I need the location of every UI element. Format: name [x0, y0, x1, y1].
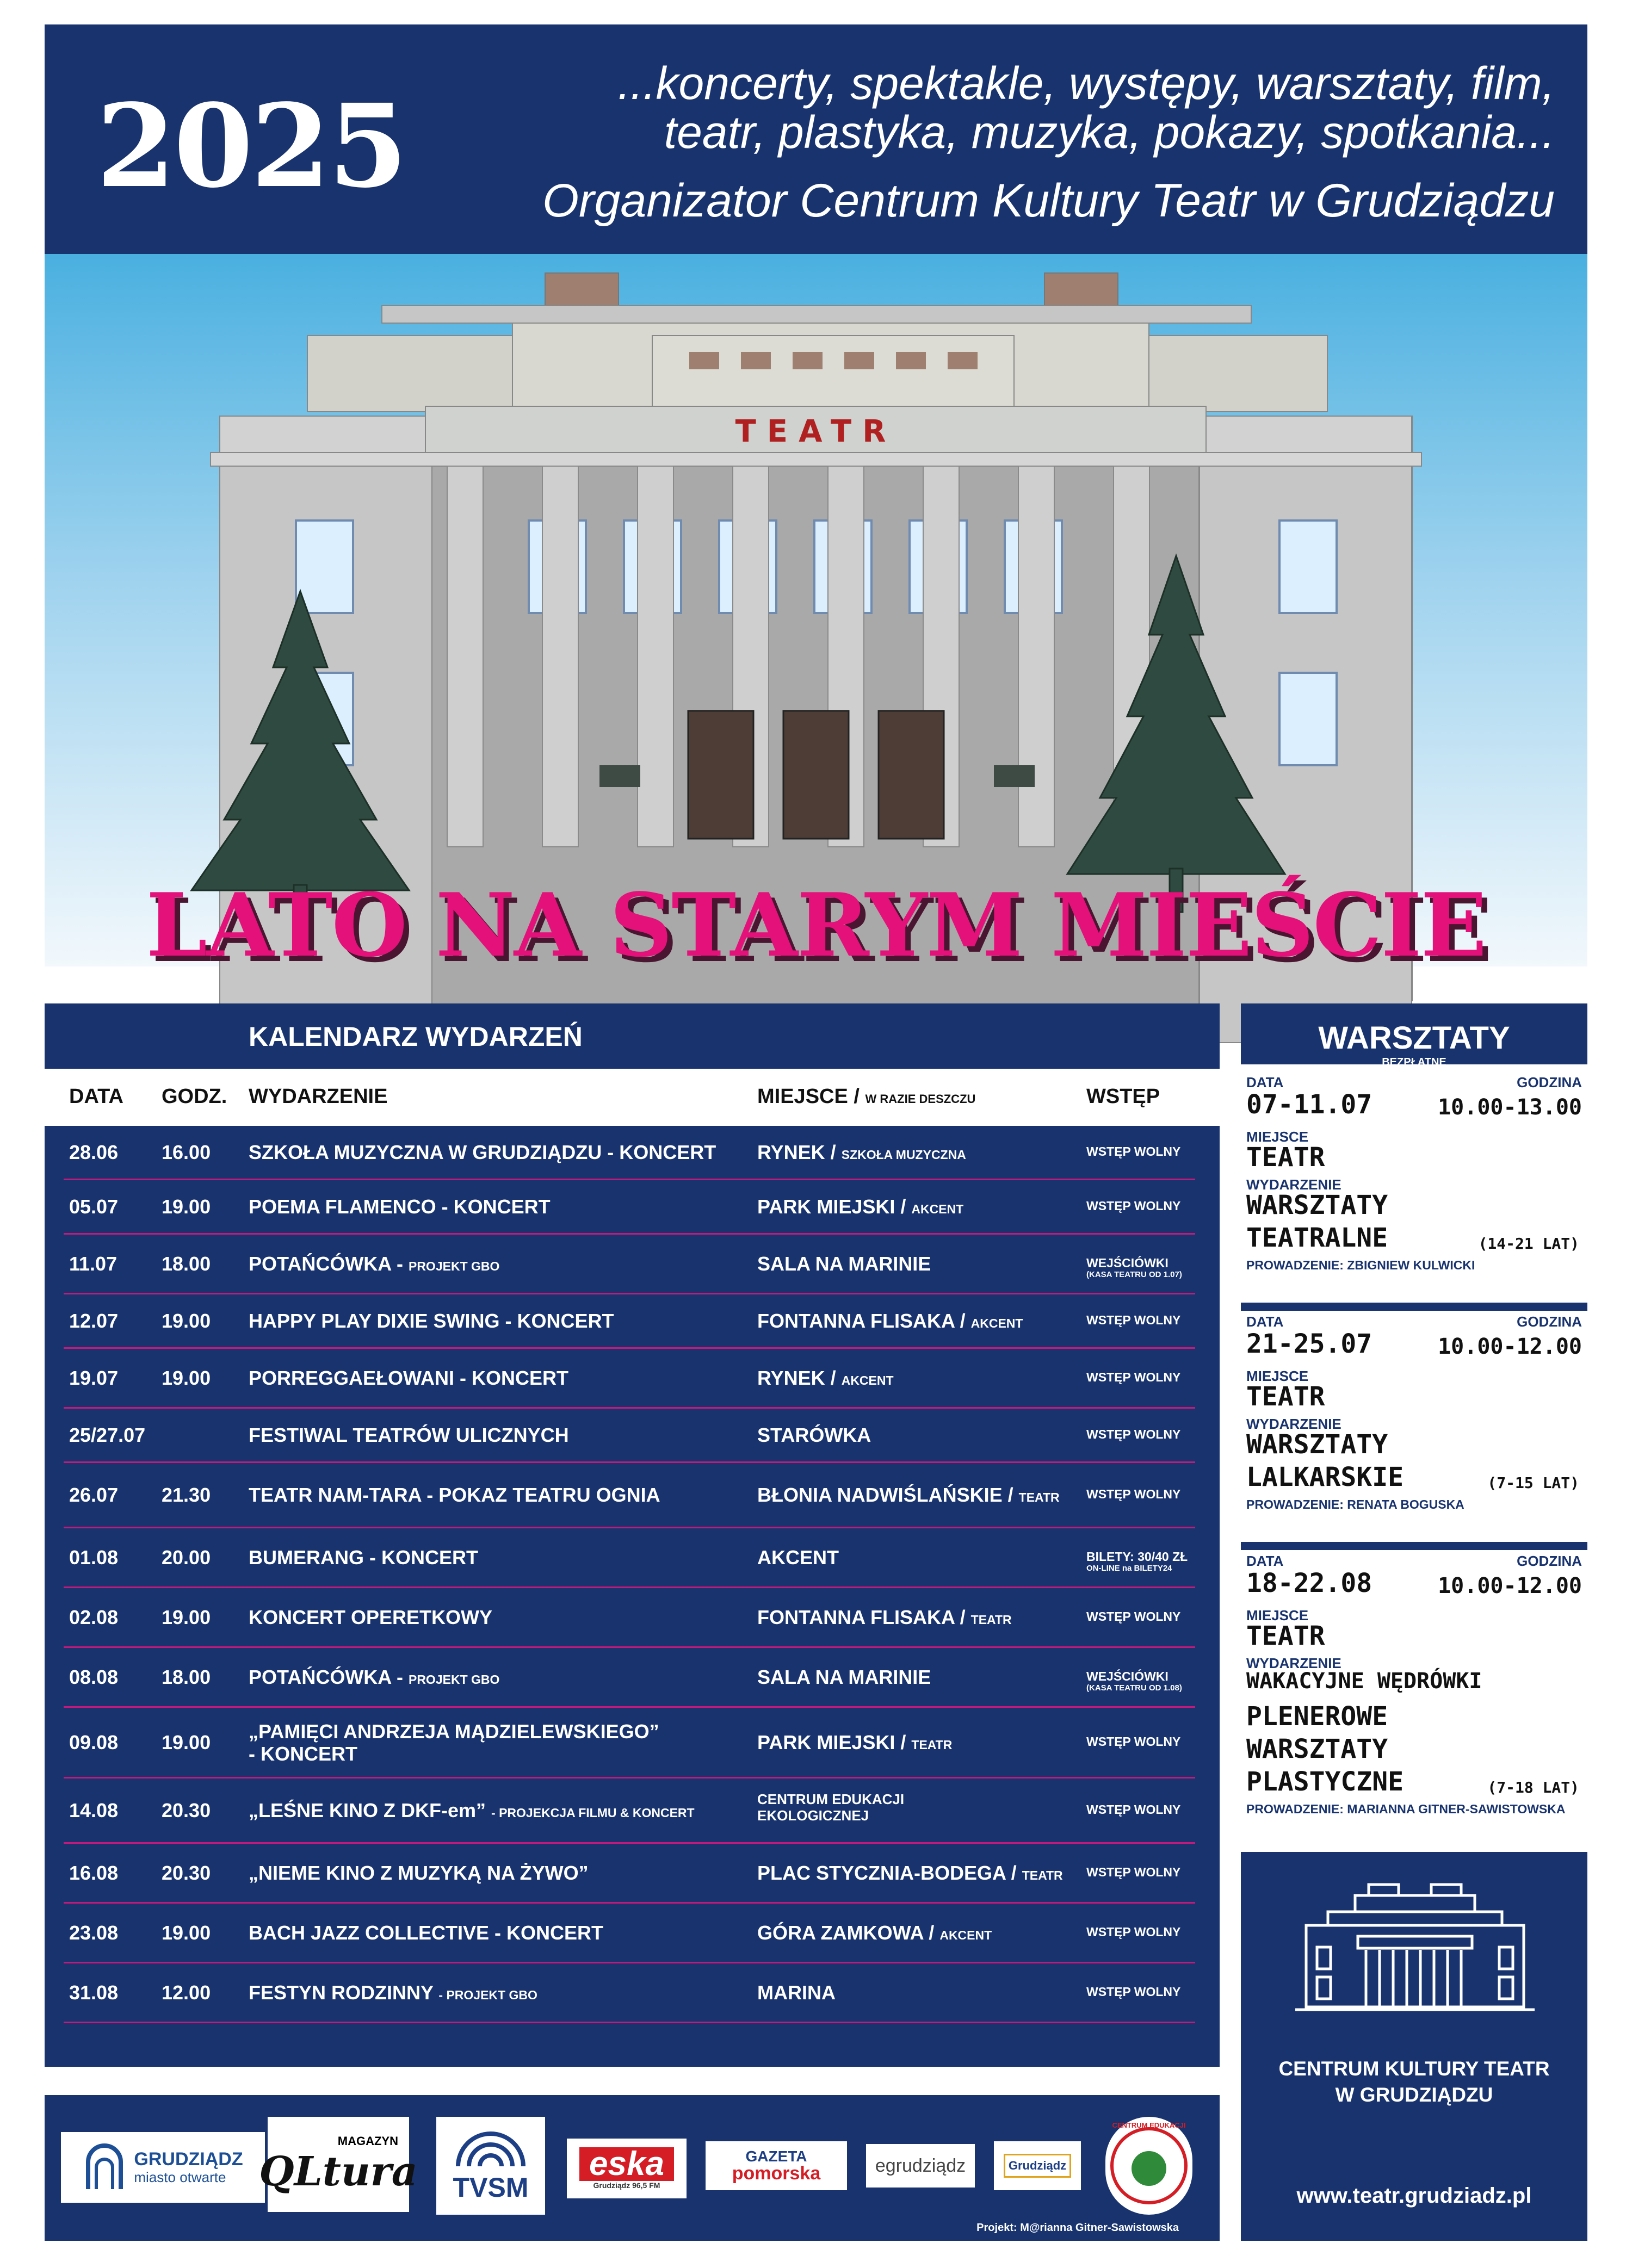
label-hour: GODZINA [1517, 1074, 1582, 1090]
organizer: Organizator Centrum Kultury Teatr w Grudziądzu [542, 175, 1555, 227]
row-entry: WSTĘP WOLNY [1086, 1985, 1181, 1999]
row-place: AKCENT [757, 1546, 839, 1569]
design-credit: Projekt: M@rianna Gitner-Sawistowska [976, 2222, 1179, 2234]
centrum-edukacji-logo [1105, 2117, 1192, 2215]
calendar-header [45, 1069, 1220, 1126]
workshop-event-line: TEATRALNE [1246, 1223, 1388, 1253]
workshop-lead: PROWADZENIE: ZBIGNIEW KULWICKI [1246, 1258, 1475, 1272]
row-event: HAPPY PLAY DIXIE SWING - KONCERT [249, 1310, 614, 1332]
grudziadz-logo [61, 2132, 265, 2203]
row-time: 19.00 [162, 1922, 211, 1944]
workshop-card [1241, 1311, 1587, 1542]
row-place: BŁONIA NADWIŚLAŃSKIE / TEATR [757, 1484, 1060, 1506]
row-time: 21.30 [162, 1484, 211, 1506]
row-place: FONTANNA FLISAKA / AKCENT [757, 1310, 1023, 1332]
egrudziadz-logo [866, 2144, 975, 2188]
row-entry: WSTĘP WOLNY [1086, 1427, 1181, 1441]
workshop-event-line: LALKARSKIE [1246, 1462, 1404, 1492]
label-place: MIEJSCE [1246, 1368, 1309, 1384]
label-place: MIEJSCE [1246, 1129, 1309, 1145]
calendar-row [45, 1349, 1220, 1409]
row-entry: WSTĘP WOLNY [1086, 1802, 1181, 1817]
row-event: FESTYN RODZINNY - PROJEKT GBO [249, 1981, 537, 2004]
label-event: WYDARZENIE [1246, 1416, 1341, 1432]
row-event: PORREGGAEŁOWANI - KONCERT [249, 1367, 569, 1389]
row-place: MARINA [757, 1981, 836, 2004]
row-time: 19.00 [162, 1606, 211, 1628]
row-time: 19.00 [162, 1367, 211, 1389]
row-entry: WSTĘP WOLNY [1086, 1199, 1181, 1213]
gazeta-pomorska-logo [706, 2141, 847, 2190]
row-event: FESTIWAL TEATRÓW ULICZNYCH [249, 1424, 569, 1446]
row-date: 08.08 [69, 1666, 119, 1688]
label-date: DATA [1246, 1313, 1284, 1330]
workshop-card [1241, 1550, 1587, 1849]
row-date: 19.07 [69, 1367, 119, 1389]
centrum-name-line-1: CENTRUM KULTURY TEATR [1278, 2058, 1550, 2080]
qltura-logo [259, 2117, 418, 2212]
calendar-row [45, 1708, 1220, 1779]
row-date: 01.08 [69, 1546, 119, 1569]
workshop-ages: (7-18 LAT) [1487, 1779, 1579, 1796]
sponsors-bar [45, 2095, 1220, 2241]
egrudziadz-logo-text: egrudziądz [875, 2155, 966, 2176]
workshop-ages: (14-21 LAT) [1478, 1235, 1579, 1253]
workshop-hours: 10.00-12.00 [1438, 1573, 1582, 1598]
row-place: FONTANNA FLISAKA / TEATR [757, 1606, 1012, 1628]
row-entry: WSTĘP WOLNY [1086, 1609, 1181, 1623]
row-entry: WSTĘP WOLNY [1086, 1370, 1181, 1384]
qltura-logo-text: QLtura [259, 2148, 418, 2195]
row-place: CENTRUM EDUKACJI EKOLOGICZNEJ [757, 1791, 905, 1824]
centrum-name-line-2: W GRUDZIĄDZU [1335, 2084, 1493, 2106]
theatre-building-illustration [45, 254, 1587, 966]
row-entry: WSTĘP WOLNY [1086, 1865, 1181, 1879]
row-entry: WSTĘP WOLNY [1086, 1734, 1181, 1749]
building-sign: TEATR [735, 414, 897, 449]
row-date: 11.07 [69, 1253, 118, 1275]
workshop-date: 07-11.07 [1246, 1089, 1372, 1120]
tvsm-logo-text: TVSM [453, 2172, 529, 2203]
label-event: WYDARZENIE [1246, 1176, 1341, 1193]
row-event: POTAŃCÓWKA - PROJEKT GBO [249, 1666, 500, 1688]
workshop-hours: 10.00-12.00 [1438, 1334, 1582, 1359]
calendar-title: KALENDARZ WYDARZEŃ [249, 1021, 583, 1052]
row-place: PARK MIEJSKI / AKCENT [757, 1195, 964, 1218]
row-entry: WSTĘP WOLNY [1086, 1925, 1181, 1939]
row-event: SZKOŁA MUZYCZNA W GRUDZIĄDZU - KONCERT [249, 1141, 716, 1163]
row-place: RYNEK / SZKOŁA MUZYCZNA [757, 1141, 966, 1163]
header-event: WYDARZENIE [249, 1085, 388, 1108]
row-place: STARÓWKA [757, 1424, 871, 1446]
centrum-box [1241, 1852, 1587, 2241]
row-event: POTAŃCÓWKA - PROJEKT GBO [249, 1253, 500, 1275]
row-time: 18.00 [162, 1666, 211, 1688]
workshop-hours: 10.00-13.00 [1438, 1095, 1582, 1120]
row-event: „PAMIĘCI ANDRZEJA MĄDZIELEWSKIEGO” - KONCERT [249, 1720, 659, 1765]
row-time: 20.30 [162, 1862, 211, 1884]
row-date: 02.08 [69, 1606, 119, 1628]
label-date: DATA [1246, 1553, 1284, 1569]
row-date: 14.08 [69, 1799, 119, 1821]
calendar-row [45, 1180, 1220, 1235]
workshop-event-line: WARSZTATY [1246, 1734, 1388, 1764]
row-divider [64, 2022, 1195, 2023]
year: 2025 [96, 79, 406, 213]
calendar-row [45, 1528, 1220, 1588]
label-date: DATA [1246, 1074, 1284, 1090]
row-entry: BILETY: 30/40 ZŁ ON-LINE na BILETY24 [1086, 1550, 1188, 1573]
workshops-subtitle: BEZPŁATNE [1382, 1056, 1446, 1068]
workshop-event-line: PLASTYCZNE [1246, 1767, 1404, 1797]
row-place: RYNEK / AKCENT [757, 1367, 894, 1389]
label-hour: GODZINA [1517, 1553, 1582, 1569]
gazeta-logo-top: GAZETA [745, 2148, 807, 2165]
events-calendar [45, 1003, 1220, 2067]
row-event: KONCERT OPERETKOWY [249, 1606, 493, 1628]
calendar-row [45, 1235, 1220, 1294]
theatre-outline-icon [1241, 1852, 1587, 2048]
workshop-event-line: WARSZTATY [1246, 1429, 1388, 1460]
row-time: 19.00 [162, 1731, 211, 1753]
label-hour: GODZINA [1517, 1313, 1582, 1330]
calendar-row [45, 1963, 1220, 2023]
eska-logo-text: eska [579, 2147, 674, 2181]
header-place: MIEJSCE / W RAZIE DESZCZU [757, 1085, 976, 1108]
workshops-title [1241, 1003, 1587, 1068]
row-date: 26.07 [69, 1484, 119, 1506]
workshop-card [1241, 1071, 1587, 1303]
workshop-place: TEATR [1246, 1142, 1325, 1173]
gazeta-logo-text: pomorska [732, 2163, 821, 2184]
grudziadz-logo-text: GRUDZIĄDZ [134, 2149, 243, 2170]
label-event: WYDARZENIE [1246, 1655, 1341, 1671]
row-date: 09.08 [69, 1731, 119, 1753]
eco-emblem-icon [1108, 2125, 1190, 2207]
podrozuj-logo [994, 2141, 1081, 2190]
eska-logo [567, 2139, 687, 2198]
row-place: SALA NA MARINIE [757, 1666, 931, 1688]
calendar-row [45, 1779, 1220, 1844]
tvsm-logo [436, 2117, 545, 2215]
row-time: 20.30 [162, 1799, 211, 1821]
row-time: 18.00 [162, 1253, 211, 1275]
row-event: „NIEME KINO Z MUZYKĄ NA ŻYWO” [249, 1862, 589, 1884]
calendar-row [45, 1409, 1220, 1463]
header-time: GODZ. [162, 1085, 227, 1108]
centrum-name [1241, 2056, 1587, 2108]
label-place: MIEJSCE [1246, 1607, 1309, 1623]
row-event: POEMA FLAMENCO - KONCERT [249, 1195, 551, 1218]
header-entry: WSTĘP [1086, 1085, 1160, 1108]
tagline-line-1: ...koncerty, spektakle, występy, warsztaty, film, [617, 58, 1555, 109]
calendar-row [45, 1294, 1220, 1349]
row-time: 12.00 [162, 1981, 211, 2004]
calendar-row [45, 1126, 1220, 1180]
row-place: PLAC STYCZNIA-BODEGA / TEATR [757, 1862, 1063, 1884]
row-time: 16.00 [162, 1141, 211, 1163]
row-date: 05.07 [69, 1195, 119, 1218]
row-date: 23.08 [69, 1922, 119, 1944]
workshops-heading: WARSZTATY [1318, 1020, 1510, 1056]
row-place: GÓRA ZAMKOWA / AKCENT [757, 1922, 992, 1944]
calendar-row [45, 1904, 1220, 1963]
row-place: SALA NA MARINIE [757, 1253, 931, 1275]
header-banner [45, 24, 1587, 254]
calendar-row [45, 1844, 1220, 1904]
row-event: „LEŚNE KINO Z DKF-em” - PROJEKCJA FILMU & KONCERT [249, 1799, 695, 1821]
row-date: 25/27.07 [69, 1424, 146, 1446]
grudziadz-logo-subtext: miasto otwarte [134, 2169, 226, 2186]
row-entry: WSTĘP WOLNY [1086, 1487, 1181, 1501]
row-entry: WEJŚCIÓWKI (KASA TEATRU OD 1.07) [1086, 1256, 1182, 1280]
workshop-event-line: WAKACYJNE WĘDRÓWKI [1246, 1669, 1482, 1694]
workshop-lead: PROWADZENIE: MARIANNA GITNER-SAWISTOWSKA [1246, 1802, 1566, 1816]
row-date: 31.08 [69, 1981, 119, 2004]
row-event: BUMERANG - KONCERT [249, 1546, 478, 1569]
row-place: PARK MIEJSKI / TEATR [757, 1731, 953, 1753]
row-time: 20.00 [162, 1546, 211, 1569]
eska-logo-subtext: Grudziądz 96,5 FM [593, 2181, 660, 2190]
workshop-lead: PROWADZENIE: RENATA BOGUSKA [1246, 1497, 1464, 1511]
row-event: BACH JAZZ COLLECTIVE - KONCERT [249, 1922, 603, 1944]
row-entry: WEJŚCIÓWKI (KASA TEATRU OD 1.08) [1086, 1669, 1182, 1693]
calendar-row [45, 1648, 1220, 1708]
workshop-event-line: WARSZTATY [1246, 1190, 1388, 1220]
centrum-edukacji-logo-text: CENTRUM EDUKACJI [1112, 2121, 1186, 2129]
row-event: TEATR NAM-TARA - POKAZ TEATRU OGNIA [249, 1484, 660, 1506]
podrozuj-logo-text: Grudziądz [1004, 2154, 1071, 2178]
row-date: 16.08 [69, 1862, 119, 1884]
tagline-line-2: teatr, plastyka, muzyka, pokazy, spotkania... [664, 107, 1555, 158]
grudziadz-emblem-icon [83, 2143, 126, 2192]
workshop-ages: (7-15 LAT) [1487, 1474, 1579, 1492]
row-date: 28.06 [69, 1141, 119, 1163]
row-entry: WSTĘP WOLNY [1086, 1313, 1181, 1327]
event-title: LATO NA STARYM MIEŚCIE [146, 874, 1486, 976]
header-date: DATA [69, 1085, 123, 1108]
row-date: 12.07 [69, 1310, 119, 1332]
workshop-date: 21-25.07 [1246, 1329, 1372, 1359]
tvsm-waves-icon [447, 2128, 534, 2172]
calendar-row [45, 1463, 1220, 1528]
workshop-date: 18-22.08 [1246, 1568, 1372, 1598]
workshop-place: TEATR [1246, 1621, 1325, 1651]
hero-illustration [45, 254, 1587, 976]
calendar-row [45, 1588, 1220, 1648]
row-entry: WSTĘP WOLNY [1086, 1144, 1181, 1158]
row-time: 19.00 [162, 1195, 211, 1218]
website-link[interactable]: www.teatr.grudziadz.pl [1296, 2184, 1532, 2208]
workshop-event-line: PLENEROWE [1246, 1701, 1388, 1732]
qltura-logo-top: MAGAZYN [337, 2134, 398, 2148]
row-time: 19.00 [162, 1310, 211, 1332]
workshop-place: TEATR [1246, 1381, 1325, 1412]
